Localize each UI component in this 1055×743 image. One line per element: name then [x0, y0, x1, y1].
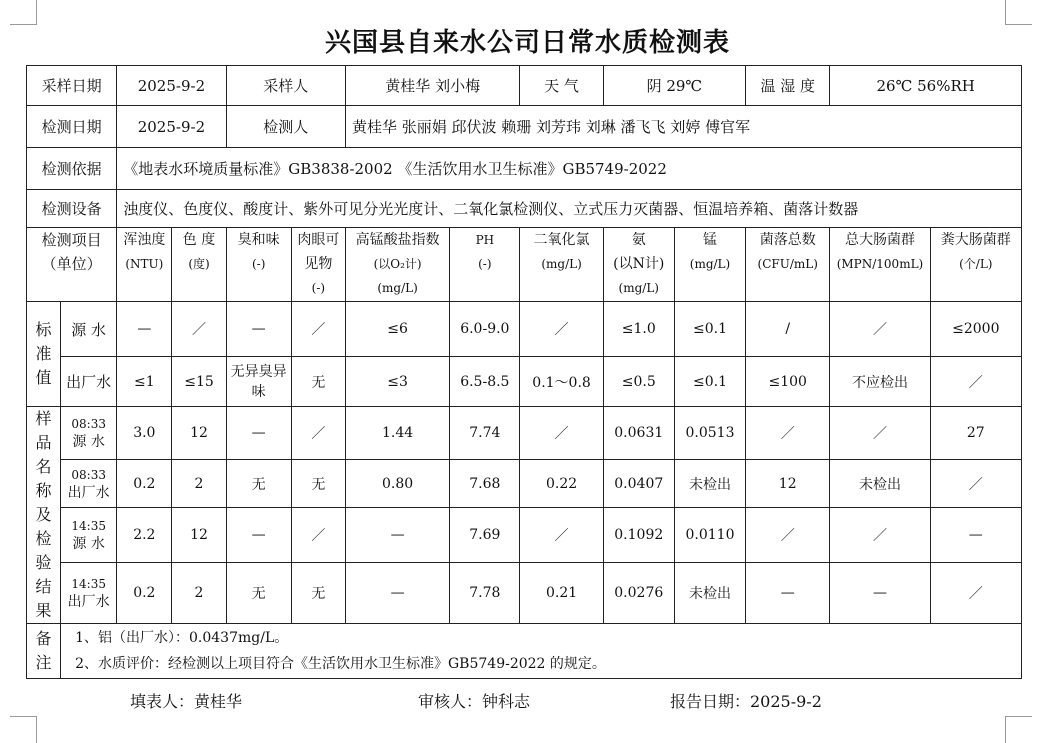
table-cell: ／ [291, 302, 345, 357]
table-cell: 0.80 [345, 459, 449, 508]
test-date-label: 检测日期 [27, 106, 117, 148]
crop-mark-bottom-left [10, 716, 37, 743]
table-cell: 未检出 [674, 459, 745, 508]
table-cell: ≤100 [746, 357, 830, 407]
sample-name: 08:33 出厂水 [61, 459, 117, 508]
col-ammonia: 氨 (以N计) (mg/L) [603, 228, 674, 302]
standards-label: 标准值 [27, 302, 61, 407]
table-cell: ／ [291, 407, 345, 460]
table-cell: — [830, 563, 930, 624]
sample-row [27, 508, 1022, 563]
table-cell: — [226, 407, 291, 460]
table-cell: — [226, 508, 291, 563]
table-cell: 无异臭异味 [226, 357, 291, 407]
table-cell: ≤3 [345, 357, 449, 407]
sampler-label: 采样人 [226, 66, 345, 106]
standard-name: 源 水 [61, 302, 117, 357]
table-cell: ≤0.5 [603, 357, 674, 407]
table-cell: ≤1 [117, 357, 172, 407]
standard-row-finished-water [27, 357, 1022, 407]
col-colony-count: 菌落总数 (CFU/mL) [746, 228, 830, 302]
table-cell: 6.5-8.5 [450, 357, 520, 407]
table-cell: ≤6 [345, 302, 449, 357]
table-cell: 无 [291, 563, 345, 624]
table-cell: 2 [172, 563, 226, 624]
table-cell: 0.0276 [603, 563, 674, 624]
table-cell: 0.1092 [603, 508, 674, 563]
crop-mark-bottom-right [1005, 716, 1032, 743]
reviewer-signature: 审核人：钟科志 [418, 692, 531, 711]
filler-signature: 填表人：黄桂华 [130, 692, 243, 711]
table-cell: 12 [746, 459, 830, 508]
table-cell: 0.0631 [603, 407, 674, 460]
col-odor: 臭和味 (-) [226, 228, 291, 302]
table-cell: ／ [930, 357, 1021, 407]
table-cell: ／ [520, 407, 603, 460]
note-line: 1、铝（出厂水）：0.0437mg/L。 [75, 630, 289, 646]
table-cell: 0.2 [117, 563, 172, 624]
table-cell: 2 [172, 459, 226, 508]
table-cell: 6.0-9.0 [450, 302, 520, 357]
samplers: 黄桂华 刘小梅 [345, 66, 520, 106]
water-quality-table [26, 65, 1022, 679]
sample-name: 14:35 源 水 [61, 508, 117, 563]
table-cell: ≤15 [172, 357, 226, 407]
test-date: 2025-9-2 [117, 106, 226, 148]
table-cell: 0.21 [520, 563, 603, 624]
table-cell: 7.68 [450, 459, 520, 508]
sample-row [27, 459, 1022, 508]
item-header [27, 228, 117, 302]
table-cell: ／ [172, 302, 226, 357]
col-fecal-coliform: 粪大肠菌群 (个/L) [930, 228, 1021, 302]
item-header-unit: （单位） [41, 255, 102, 273]
table-cell: 未检出 [674, 563, 745, 624]
info-row-equipment [27, 190, 1022, 228]
table-cell: — [226, 302, 291, 357]
table-cell: / [746, 302, 830, 357]
table-cell: 0.1～0.8 [520, 357, 603, 407]
table-cell: 无 [291, 357, 345, 407]
col-total-coliform: 总大肠菌群 (MPN/100mL) [830, 228, 930, 302]
info-row-sampling [27, 66, 1022, 106]
table-cell: 27 [930, 407, 1021, 460]
table-cell: 1.44 [345, 407, 449, 460]
basis-label: 检测依据 [27, 148, 117, 190]
table-cell: — [117, 302, 172, 357]
table-cell: ≤0.1 [674, 357, 745, 407]
sample-date-label: 采样日期 [27, 66, 117, 106]
table-cell: ／ [746, 407, 830, 460]
sample-name: 08:33 源 水 [61, 407, 117, 460]
table-cell: 无 [291, 459, 345, 508]
table-cell: ／ [520, 508, 603, 563]
col-turbidity: 浑浊度 (NTU) [117, 228, 172, 302]
col-ph: PH (-) [450, 228, 520, 302]
temp-humidity-value: 26℃ 56%RH [830, 66, 1022, 106]
testers: 黄桂华 张丽娟 邱伏波 赖珊 刘芳玮 刘琳 潘飞飞 刘婷 傅官军 [345, 106, 1021, 148]
table-cell: 7.74 [450, 407, 520, 460]
table-cell: — [746, 563, 830, 624]
table-cell: — [345, 563, 449, 624]
table-cell: 0.22 [520, 459, 603, 508]
table-cell: 7.69 [450, 508, 520, 563]
table-cell: 3.0 [117, 407, 172, 460]
table-cell: 0.2 [117, 459, 172, 508]
table-cell: ／ [830, 508, 930, 563]
table-cell: ／ [930, 459, 1021, 508]
notes-content [61, 624, 1022, 679]
table-cell: 7.78 [450, 563, 520, 624]
sample-date: 2025-9-2 [117, 66, 226, 106]
item-header-label: 检测项目 [41, 231, 102, 249]
col-color: 色 度 (度) [172, 228, 226, 302]
standard-row-raw-water [27, 302, 1022, 357]
standard-name: 出厂水 [61, 357, 117, 407]
table-cell: 无 [226, 459, 291, 508]
table-cell: ≤2000 [930, 302, 1021, 357]
sample-row [27, 563, 1022, 624]
table-cell: 0.0407 [603, 459, 674, 508]
table-cell: — [930, 508, 1021, 563]
samples-label: 样品名称及检验结果 [27, 407, 61, 624]
table-cell: 未检出 [830, 459, 930, 508]
table-cell: ／ [830, 302, 930, 357]
col-chlorine-dioxide: 二氧化氯 (mg/L) [520, 228, 603, 302]
table-cell: 2.2 [117, 508, 172, 563]
report-date: 报告日期：2025-9-2 [670, 692, 822, 711]
sample-name: 14:35 出厂水 [61, 563, 117, 624]
table-cell: 12 [172, 407, 226, 460]
info-row-testing [27, 106, 1022, 148]
table-cell: 0.0110 [674, 508, 745, 563]
table-cell: 12 [172, 508, 226, 563]
weather-value: 阴 29℃ [603, 66, 745, 106]
info-row-basis [27, 148, 1022, 190]
weather-label: 天 气 [520, 66, 603, 106]
table-cell: ≤0.1 [674, 302, 745, 357]
col-permanganate: 高锰酸盐指数 (以O₂计) (mg/L) [345, 228, 449, 302]
table-cell: 0.0513 [674, 407, 745, 460]
sample-row [27, 407, 1022, 460]
table-cell: ／ [746, 508, 830, 563]
basis-value: 《地表水环境质量标准》GB3838-2002 《生活饮用水卫生标准》GB5749-2022 [117, 148, 1022, 190]
notes-row [27, 624, 1022, 679]
equipment-value: 浊度仪、色度仪、酸度计、紫外可见分光光度计、二氧化氯检测仪、立式压力灭菌器、恒温培养箱、菌落计数器 [117, 190, 1022, 228]
col-visible-matter: 肉眼可 见物 (-) [291, 228, 345, 302]
equipment-label: 检测设备 [27, 190, 117, 228]
column-header-row [27, 228, 1022, 302]
notes-label: 备注 [27, 624, 61, 679]
note-line: 2、水质评价：经检测以上项目符合《生活饮用水卫生标准》GB5749-2022 的规定。 [75, 656, 606, 672]
table-cell: 无 [226, 563, 291, 624]
table-cell: ／ [291, 508, 345, 563]
tester-label: 检测人 [226, 106, 345, 148]
table-cell: 不应检出 [830, 357, 930, 407]
temp-humidity-label: 温 湿 度 [746, 66, 830, 106]
table-cell: — [345, 508, 449, 563]
table-cell: ／ [830, 407, 930, 460]
table-cell: ≤1.0 [603, 302, 674, 357]
table-cell: ／ [930, 563, 1021, 624]
table-cell: ／ [520, 302, 603, 357]
document-title: 兴国县自来水公司日常水质检测表 [324, 28, 730, 58]
col-manganese: 锰 (mg/L) [674, 228, 745, 302]
